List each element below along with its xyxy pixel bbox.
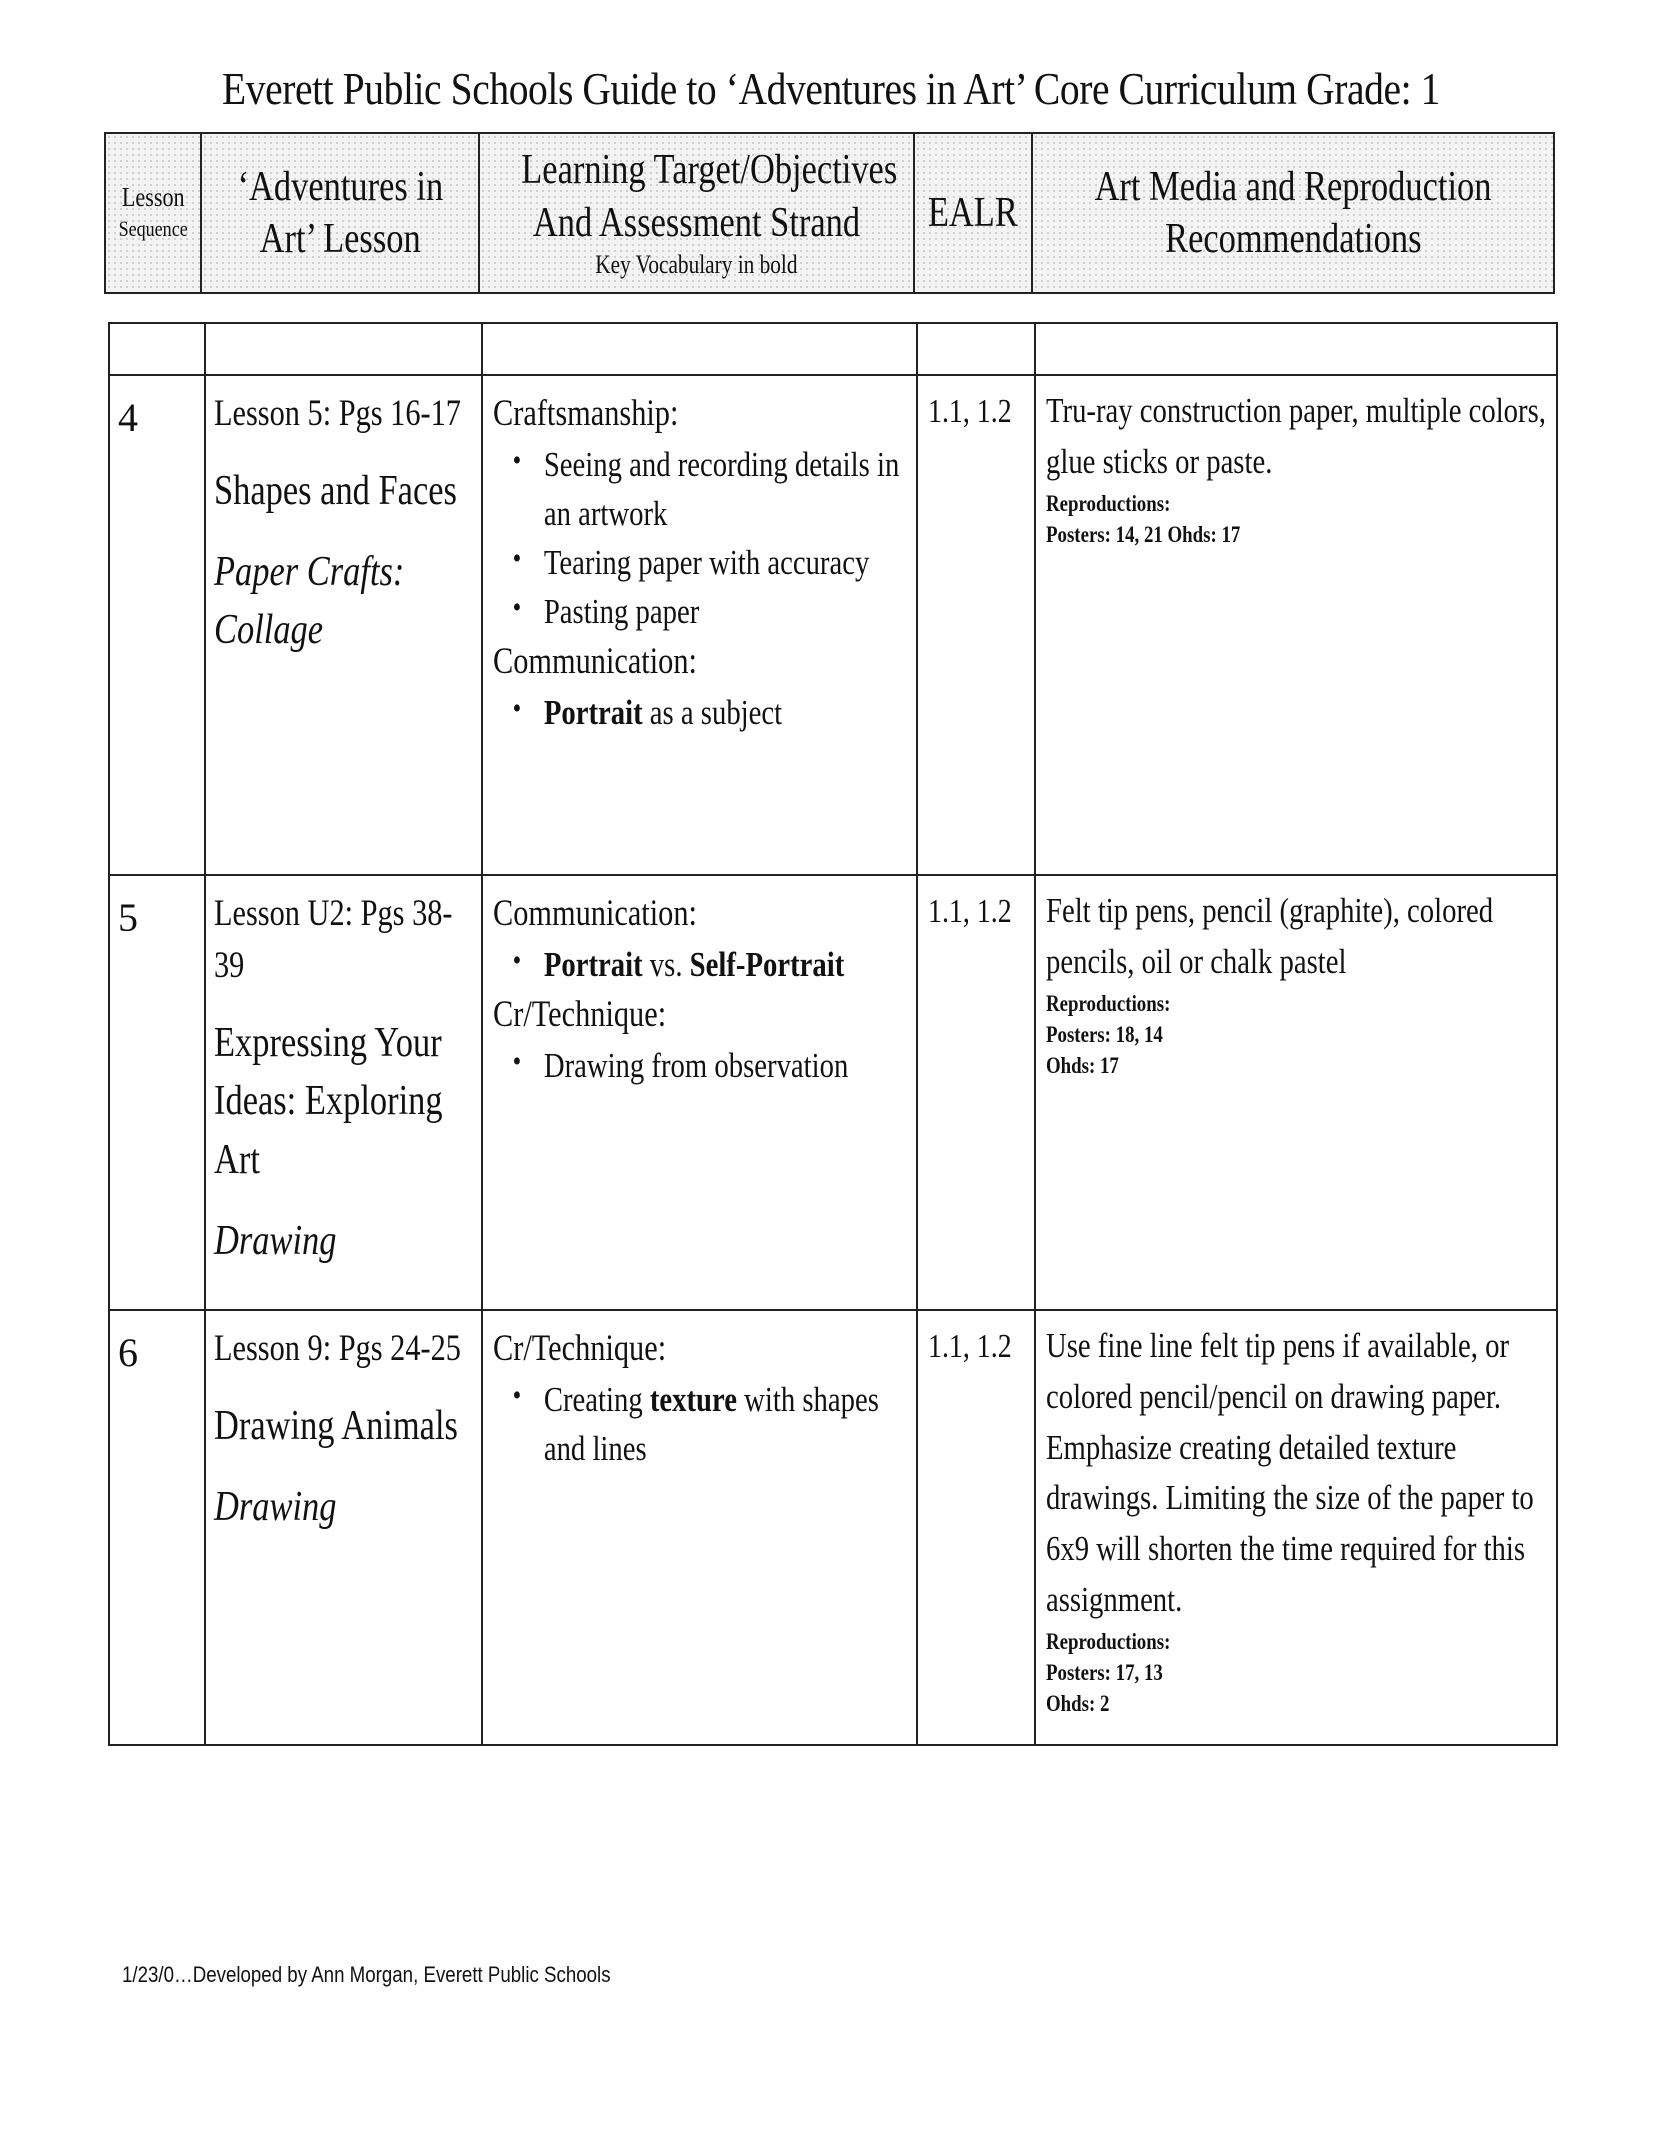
table-row (109, 875, 1557, 1310)
media-text: Use fine line felt tip pens if available, or colored pencil/pencil on drawing paper. Emphasize creating detailed texture drawings. Limiting the size of the paper to 6x9 will shorten the time required for this assignment. (1046, 1326, 1534, 1619)
lesson-number: Lesson U2: Pgs 38-39 (214, 893, 453, 986)
objective-item: • Portrait vs. Self-Portrait (544, 940, 910, 989)
lesson-number: Lesson 9: Pgs 24-25 (214, 1328, 461, 1369)
objective-item: • Portrait as a subject (544, 688, 910, 737)
lesson-sequence-cell: 5 (109, 875, 205, 1310)
lesson-cell (205, 875, 482, 1310)
lesson-cell (205, 1310, 482, 1745)
lesson-medium: Paper Crafts: Collage (214, 548, 405, 654)
header-table (104, 132, 1555, 294)
page-title: Everett Public Schools Guide to ‘Adventures in Art’ Core Curriculum Grade: 1 (222, 63, 1440, 114)
objective-item: • Drawing from observation (544, 1041, 910, 1090)
ealr-cell: 1.1, 1.2 (917, 1310, 1035, 1745)
lesson-name: Drawing Animals (214, 1402, 458, 1449)
header-vocab-note: Key Vocabulary in bold (595, 250, 798, 280)
media-text: Tru-ray construction paper, multiple colors, glue sticks or paste. (1046, 391, 1546, 481)
strand-label: Craftsmanship: (493, 393, 679, 434)
page-footer: 1/23/0…Developed by Ann Morgan, Everett Public Schools (122, 1962, 611, 1987)
lesson-sequence-cell: 6 (109, 1310, 205, 1745)
lesson-number: Lesson 5: Pgs 16-17 (214, 393, 461, 434)
media-cell (1035, 875, 1557, 1310)
reproductions: Reproductions: Posters: 14, 21 Ohds: 17 (1046, 490, 1241, 547)
table-row (109, 1310, 1557, 1745)
blank-row (109, 323, 1557, 375)
vocab-term: Portrait (543, 692, 643, 732)
strand-label: Cr/Technique: (493, 1328, 667, 1369)
ealr-cell: 1.1, 1.2 (917, 875, 1035, 1310)
strand-label: Communication: (493, 893, 697, 934)
lesson-medium: Drawing (214, 1217, 337, 1264)
header-learning-target: Learning Target/Objectives And Assessment Strand Key Vocabulary in bold (479, 133, 914, 293)
objective-item: • Pasting paper (544, 587, 910, 636)
lesson-name: Shapes and Faces (214, 467, 457, 514)
media-cell (1035, 1310, 1557, 1745)
vocab-term: Self-Portrait (689, 944, 845, 984)
header-art-media: Art Media and Reproduction Recommendations (1032, 133, 1554, 293)
lesson-name: Expressing Your Ideas: Exploring Art (214, 1019, 443, 1184)
header-adventures-lesson: ‘Adventures in Art’ Lesson (201, 133, 479, 293)
reproductions: Reproductions: Posters: 18, 14 Ohds: 17 (1046, 990, 1171, 1078)
lesson-medium: Drawing (214, 1483, 337, 1530)
objectives-cell (482, 875, 917, 1310)
ealr-cell: 1.1, 1.2 (917, 375, 1035, 875)
strand-label: Communication: (493, 640, 697, 682)
curriculum-table (108, 322, 1558, 1746)
reproductions: Reproductions: Posters: 17, 13 Ohds: 2 (1046, 1628, 1171, 1716)
objectives-cell (482, 375, 917, 875)
header-lesson-sequence: Lesson Sequence (105, 133, 201, 293)
header-ealr: EALR (914, 133, 1032, 293)
objective-item: • Tearing paper with accuracy (544, 538, 910, 587)
strand-label: Cr/Technique: (493, 993, 667, 1035)
objectives-cell (482, 1310, 917, 1745)
lesson-sequence-cell: 4 (109, 375, 205, 875)
table-row (109, 375, 1557, 875)
vocab-term: Portrait (543, 944, 643, 984)
media-text: Felt tip pens, pencil (graphite), colored pencils, oil or chalk pastel (1046, 891, 1494, 981)
vocab-term: texture (649, 1379, 737, 1419)
objective-item: • Seeing and recording details in an artwork (544, 440, 910, 538)
objective-item: • Creating texture with shapes and lines (544, 1375, 910, 1473)
media-cell (1035, 375, 1557, 875)
lesson-cell (205, 375, 482, 875)
